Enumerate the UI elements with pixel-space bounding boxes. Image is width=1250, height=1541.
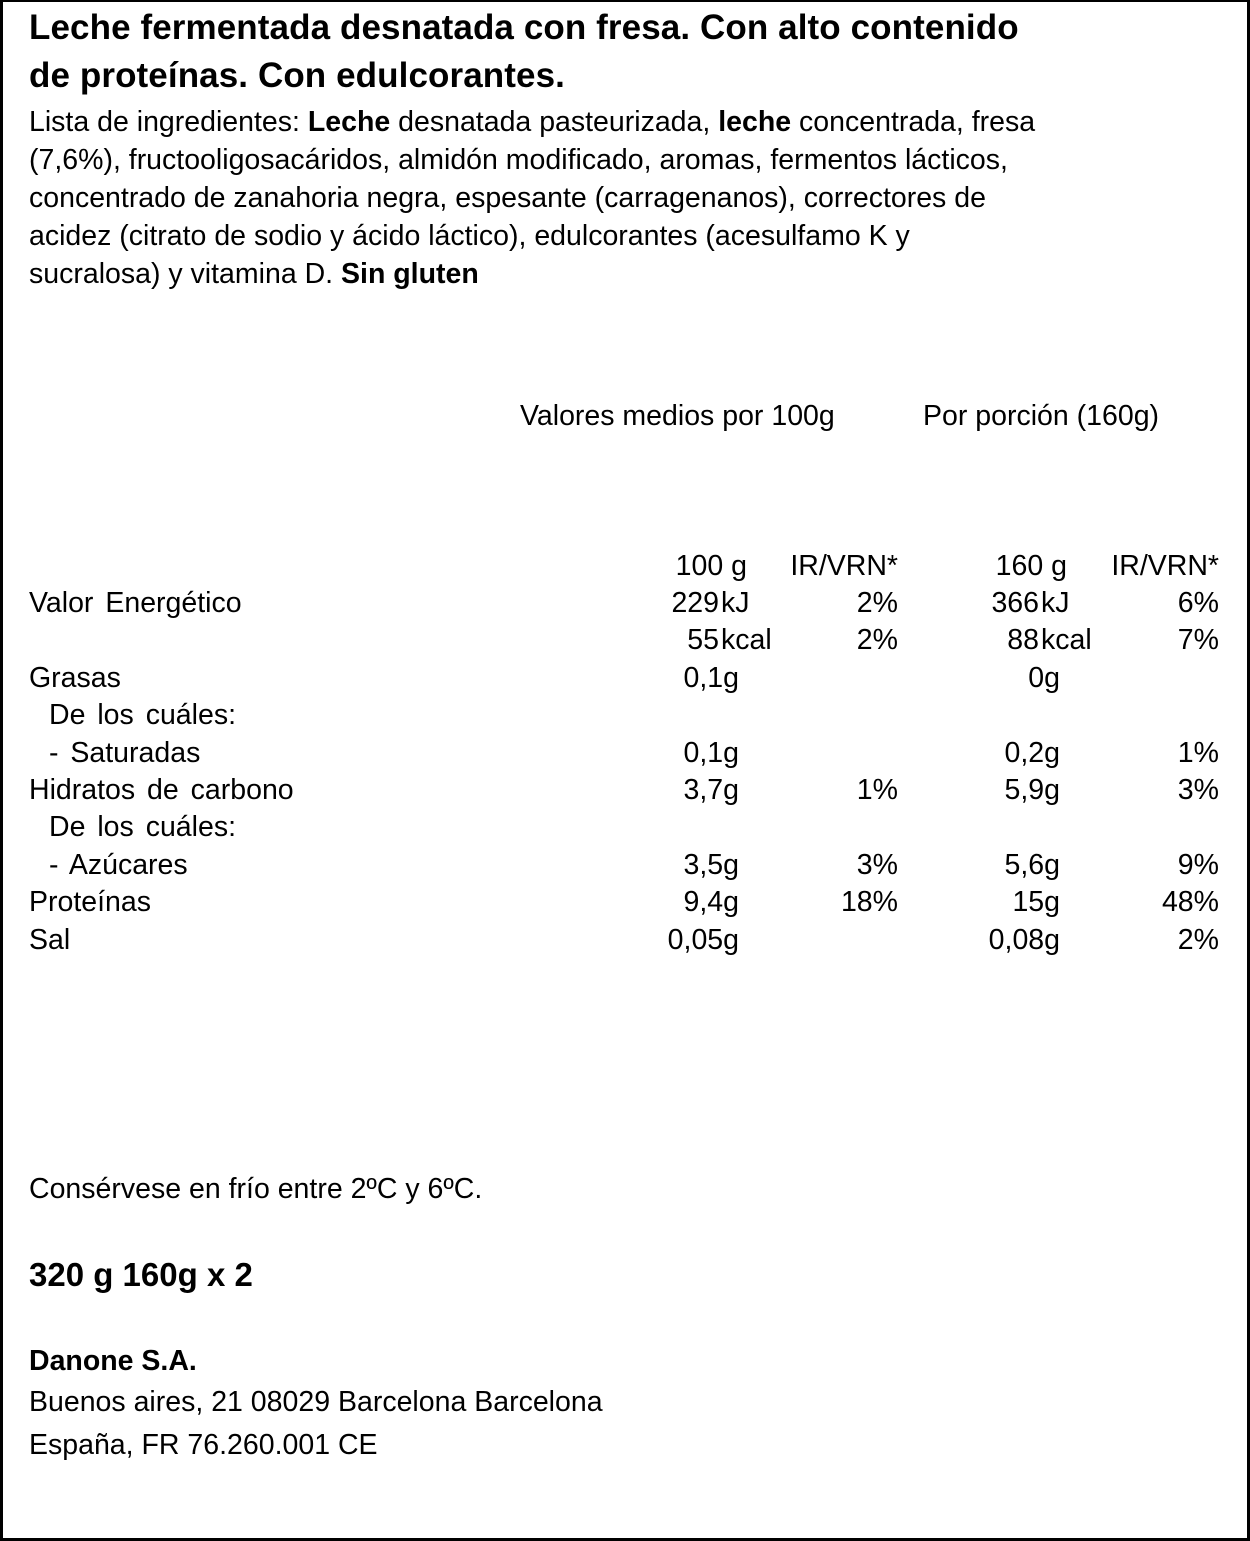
company-address-line2: España, FR 76.260.001 CE [29,1429,378,1461]
value-160g: 5,9g [1004,774,1060,806]
ir-160g: 2% [1177,924,1219,956]
value-160g: 0,2g [1004,737,1060,769]
value-100g: 9,4g [683,886,739,918]
value-100g: 0,1g [683,662,739,694]
value-100g: 229 [671,587,719,619]
value-100g: 3,7g [683,774,739,806]
ir-100g: 18% [840,886,898,918]
ir-160g: 3% [1177,774,1219,806]
allergen-leche: Leche [307,106,391,138]
nutrient-label: - Saturadas [49,737,201,769]
header-per-portion: Por porción (160g) [923,400,1160,432]
allergen-leche-2: leche [718,106,792,138]
company-name: Danone S.A. [29,1345,197,1377]
ingredients-line2: (7,6%), fructooligosacáridos, almidón modificado, aromas, fermentos lácticos, [29,144,1008,176]
ingredients-text: concentrada, fresa [791,106,1036,138]
ir-160g: 9% [1177,849,1219,881]
ir-100g: 1% [856,774,898,806]
ir-100g: 2% [856,624,898,656]
nutrient-label: Hidratos de carbono [29,774,294,806]
nutrient-label: Sal [29,924,71,956]
ingredients-line1 [29,108,1035,137]
nutrient-label: Grasas [29,662,121,694]
net-weight: 320 g 160g x 2 [29,1256,253,1293]
ingredients-text: sucralosa) y vitamina D. [29,258,342,290]
col-header-ir-160g: IR/VRN* [1111,550,1219,582]
product-title-line1: Leche fermentada desnatada con fresa. Con alto contenido [29,8,1019,47]
value-100g: 0,05g [667,924,739,956]
header-per-100g: Valores medios por 100g [520,400,835,432]
value-160g: 366 [991,587,1039,619]
ir-100g: 2% [856,587,898,619]
ir-160g: 1% [1177,737,1219,769]
unit-160g: kJ [1041,587,1070,619]
value-160g: 0g [1028,662,1060,694]
nutrient-label: De los cuáles: [49,811,237,843]
ir-100g: 3% [856,849,898,881]
company-address-line1: Buenos aires, 21 08029 Barcelona Barcelona [29,1386,603,1418]
ingredients-prefix: Lista de ingredientes: [29,106,308,138]
ingredients-line3: concentrado de zanahoria negra, espesante (carragenanos), correctores de [29,182,986,214]
value-100g: 0,1g [683,737,739,769]
nutrient-label: Proteínas [29,886,151,918]
nutrient-label: - Azúcares [49,849,188,881]
ir-160g: 48% [1161,886,1219,918]
value-100g: 55 [687,624,719,656]
nutrient-label: De los cuáles: [49,699,237,731]
col-header-160g: 160 g [995,550,1067,582]
unit-160g: kcal [1041,624,1092,656]
gluten-free-note: Sin gluten [341,258,479,290]
ingredients-line5 [29,260,479,289]
col-header-100g: 100 g [675,550,747,582]
product-title-line2: de proteínas. Con edulcorantes. [29,56,565,95]
ir-160g: 7% [1177,624,1219,656]
nutrient-label: Valor Energético [29,587,242,619]
value-100g: 3,5g [683,849,739,881]
unit-100g: kJ [721,587,750,619]
value-160g: 0,08g [988,924,1060,956]
value-160g: 5,6g [1004,849,1060,881]
col-header-ir-100g: IR/VRN* [790,550,898,582]
value-160g: 88 [1007,624,1039,656]
ir-160g: 6% [1177,587,1219,619]
ingredients-line4: acidez (citrato de sodio y ácido láctico), edulcorantes (acesulfamo K y [29,220,910,252]
unit-100g: kcal [721,624,772,656]
value-160g: 15g [1012,886,1060,918]
storage-instructions: Consérvese en frío entre 2ºC y 6ºC. [29,1173,483,1205]
ingredients-text: desnatada pasteurizada, [390,106,719,138]
